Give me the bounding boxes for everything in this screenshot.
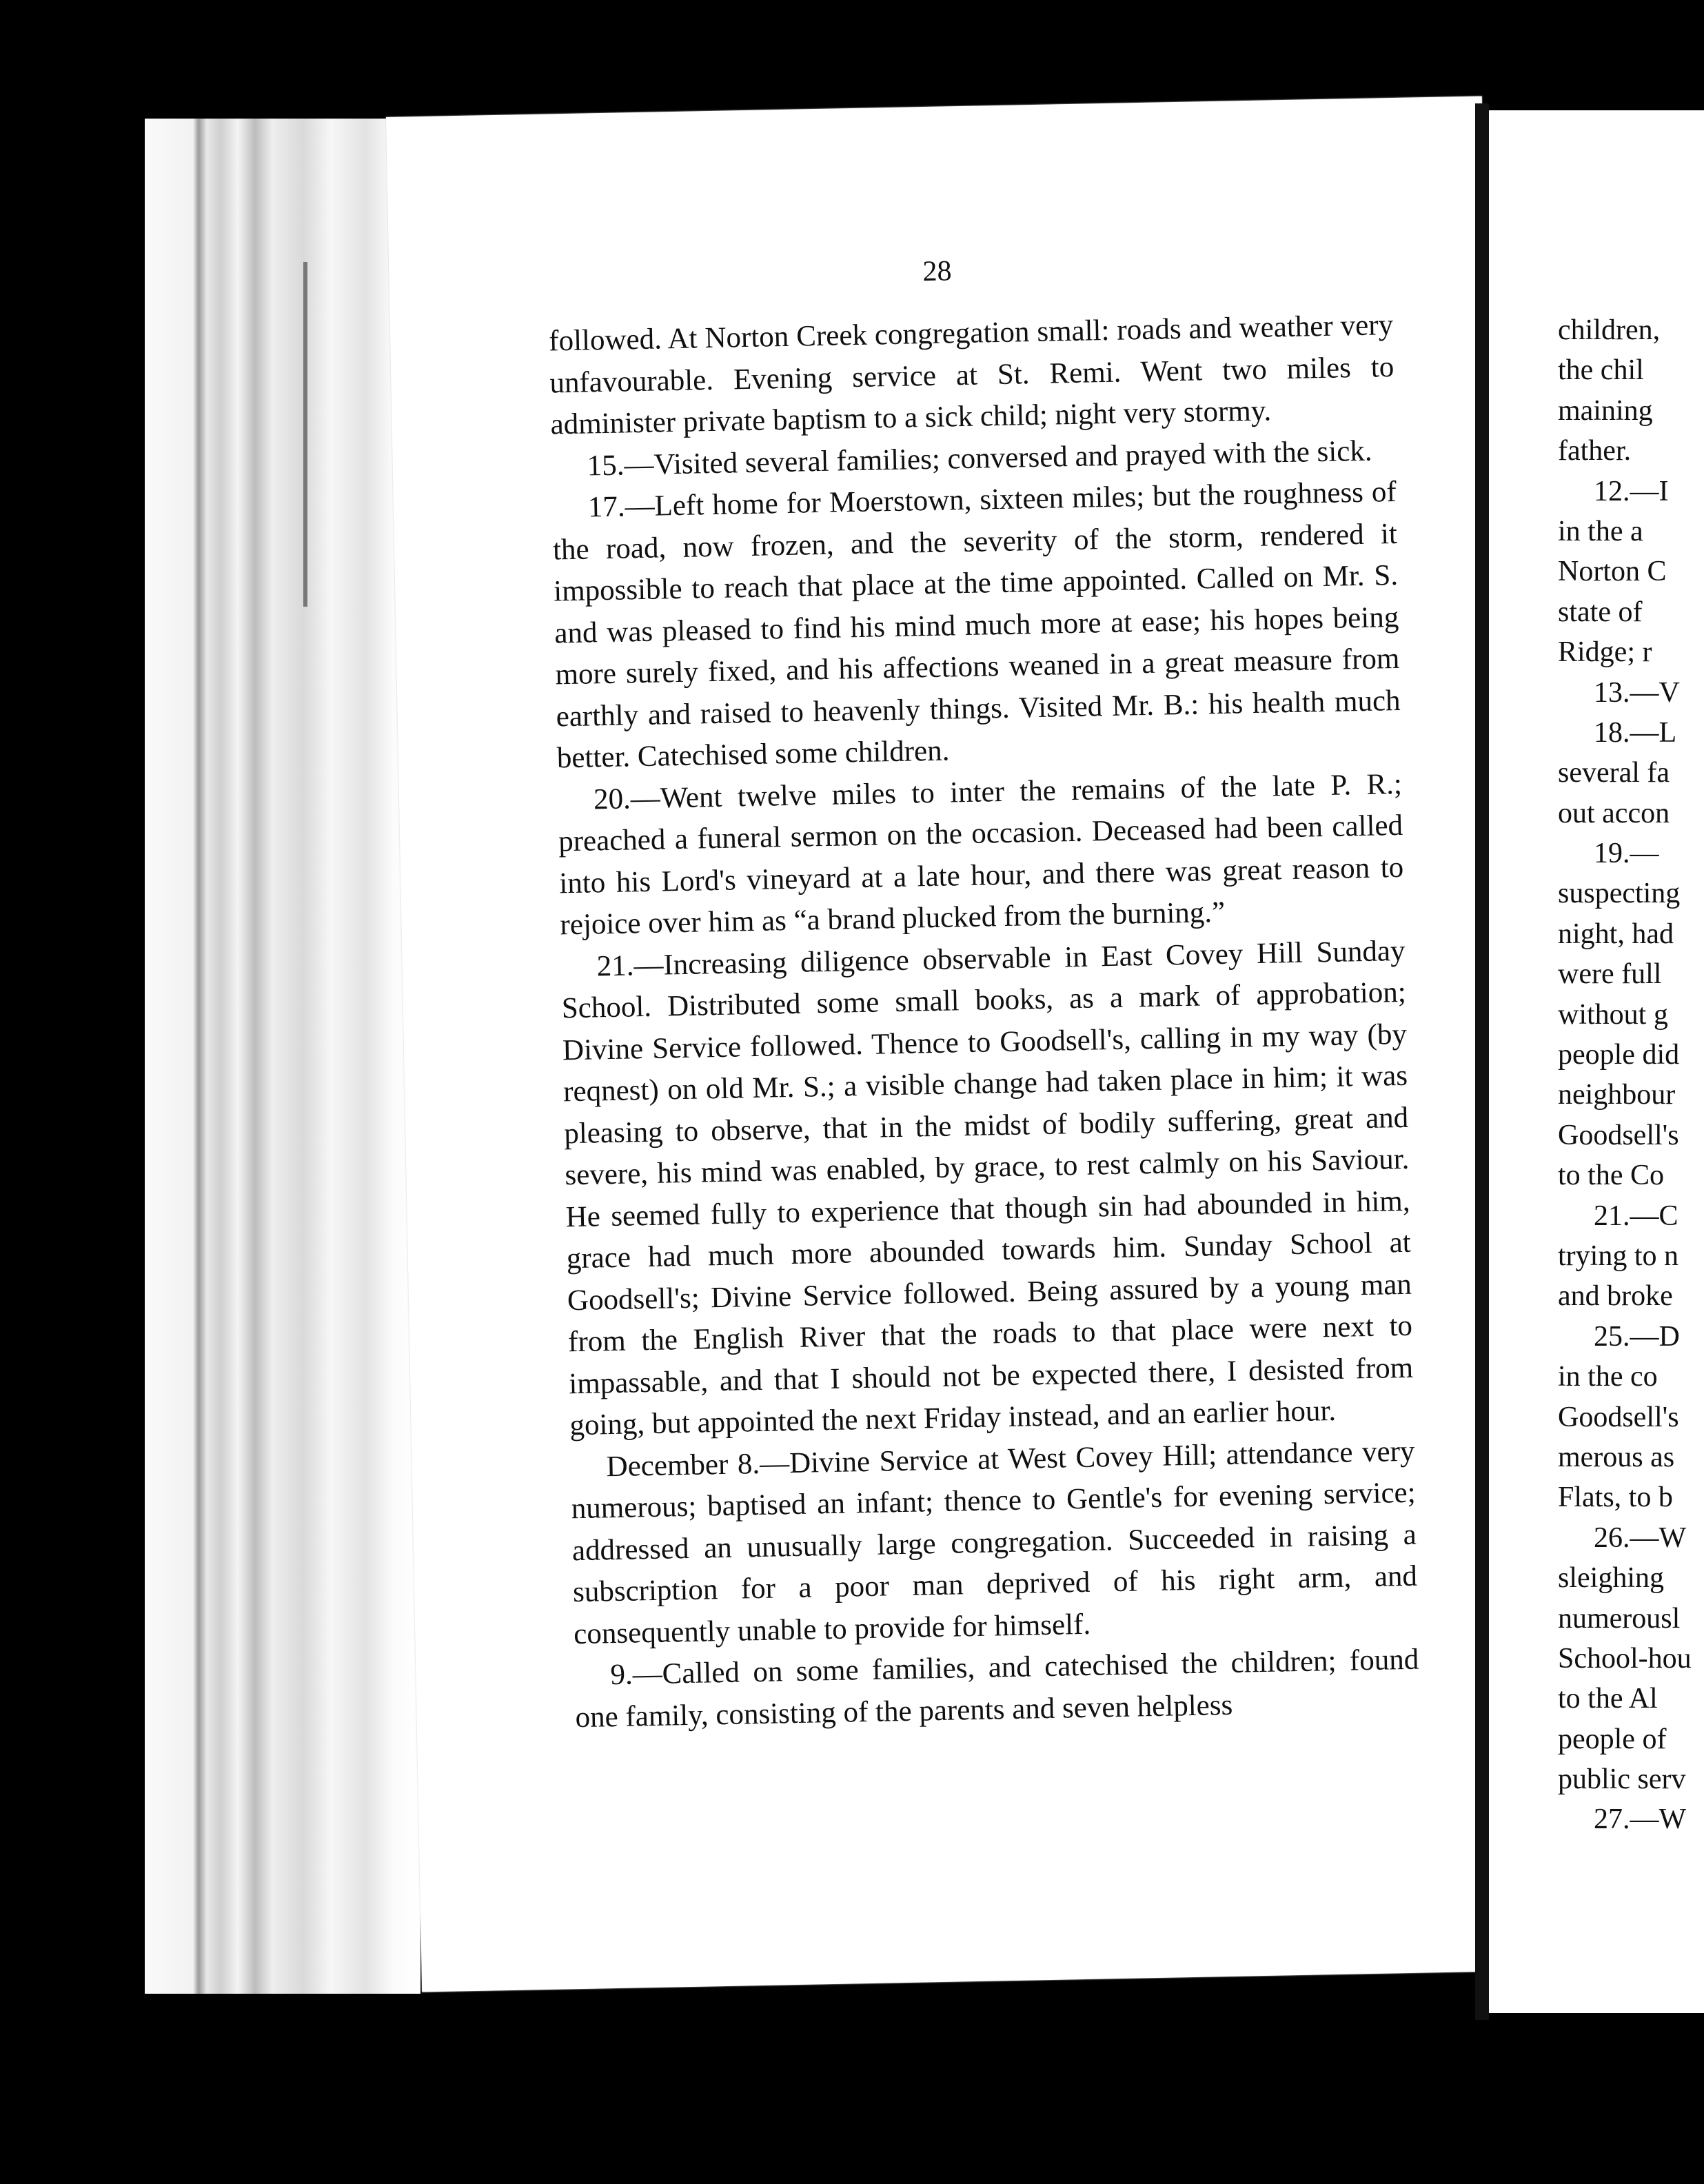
right-page-line: in the co — [1558, 1361, 1658, 1393]
right-page-line: people did — [1558, 1039, 1680, 1071]
paragraph: 20.—Went twelve miles to inter the remains of the late P. R.; preached a funeral sermon on the occasion. Deceased had been called into his Lord's vineyard at a late hour, and there was great reason to rejoice over him as “a brand plucked from the burning.” — [558, 767, 1404, 942]
right-page-line: Norton C — [1558, 556, 1667, 588]
left-page-text — [549, 305, 1420, 1739]
right-page-line: in the a — [1558, 515, 1643, 547]
paragraph: 9.—Called on some families, and catechised the children; found one family, consisting of the parents and seven helpless — [575, 1643, 1419, 1734]
paragraph: 17.—Left home for Moerstown, sixteen miles; but the roughness of the road, now frozen, and the severity of the storm, rendered it impossible to reach that place at the time appointed. Called on Mr. S. and was pleased to find his mind much more at ease; his hopes being more surely fixed, and his affections weaned in a great measure from earthly and raised to heavenly things. Visited Mr. B.: his health much better. Catechised some children. — [552, 475, 1401, 775]
right-page-line: suspecting — [1558, 878, 1681, 910]
page-number: 28 — [922, 255, 952, 288]
right-page-line: 27.—W — [1594, 1803, 1687, 1836]
right-page-line: Ridge; r — [1558, 636, 1652, 669]
right-page-line: children, — [1558, 314, 1661, 346]
left-page — [386, 96, 1518, 1992]
paragraph: December 8.—Divine Service at West Covey Hill; attendance very numerous; baptised an infant; thence to Gentle's for evening service; addressed an unusually large congregation. Succeeded in raising a subscription for a poor man deprived of his right arm, and consequently unable to provide for himself. — [571, 1435, 1418, 1650]
right-page-line: sleighing — [1558, 1562, 1664, 1595]
right-page-line: 25.—D — [1594, 1320, 1680, 1353]
right-page-line: and broke — [1558, 1280, 1673, 1313]
right-page-line: 13.—V — [1594, 676, 1680, 709]
right-page-line: 26.—W — [1594, 1521, 1687, 1554]
book-gutter — [1475, 103, 1489, 2020]
right-page-line: Goodsell's — [1558, 1119, 1679, 1151]
right-page-line: state of — [1558, 596, 1643, 628]
right-page-line: 19.— — [1594, 838, 1659, 870]
right-page-line: Flats, to b — [1558, 1482, 1673, 1514]
right-page-line: School-hou — [1558, 1642, 1692, 1675]
right-page-line: public serv — [1558, 1763, 1686, 1796]
paragraph: 15.—Visited several families; conversed and prayed with the sick. — [587, 434, 1372, 482]
right-page-line: father. — [1558, 435, 1632, 467]
right-page-line: out accon — [1558, 797, 1670, 829]
right-page-line: trying to n — [1558, 1240, 1678, 1272]
right-page-line: night, had — [1558, 918, 1674, 950]
right-page-line: merous as — [1558, 1441, 1675, 1473]
page-edges — [145, 119, 420, 1994]
right-page-line: without g — [1558, 998, 1668, 1031]
right-page-line: were full — [1558, 958, 1662, 991]
right-page-line: 21.—C — [1594, 1200, 1678, 1232]
right-page-line: numerousl — [1558, 1602, 1681, 1635]
right-page-line: neighbour — [1558, 1079, 1676, 1111]
right-page-line: to the Al — [1558, 1683, 1658, 1715]
right-page — [1489, 110, 1704, 2013]
paragraph: 21.—Increasing diligence observable in East Covey Hill Sunday School. Distributed some small books, as a mark of approbation; Divine Service followed. Thence to Goodsell's, calling in my way (by reqnest) on old Mr. S.; a visible change had taken place in him; it was pleasing to observe, that in the midst of bodily suffering, great and severe, his mind was enabled, by grace, to rest calmly on his Saviour. He seemed fully to experience that though sin had abounded in him, grace had much more abounded towards him. Sunday School at Goodsell's; Divine Service followed. Being assured by a young man from the English River that the roads to that place were next to impassable, and that I should not be expected there, I desisted from going, but appointed the next Friday instead, and an earlier hour. — [561, 934, 1414, 1442]
right-page-line: maining — [1558, 394, 1653, 427]
right-page-line: the chil — [1558, 354, 1644, 387]
right-page-line: to the Co — [1558, 1160, 1664, 1192]
paragraph: followed. At Norton Creek congregation small: roads and weather very unfavourable. Evening service at St. Remi. Went two miles to administer private baptism to a sick child; night very stormy. — [548, 309, 1394, 441]
right-page-line: 18.—L — [1594, 716, 1677, 749]
right-page-line: people of — [1558, 1723, 1667, 1755]
right-page-line: Goodsell's — [1558, 1401, 1679, 1433]
right-page-line: several fa — [1558, 757, 1670, 789]
right-page-line: 12.—I — [1594, 475, 1669, 507]
right-page-text — [1558, 310, 1692, 1840]
page-edge-shadow — [303, 262, 307, 607]
